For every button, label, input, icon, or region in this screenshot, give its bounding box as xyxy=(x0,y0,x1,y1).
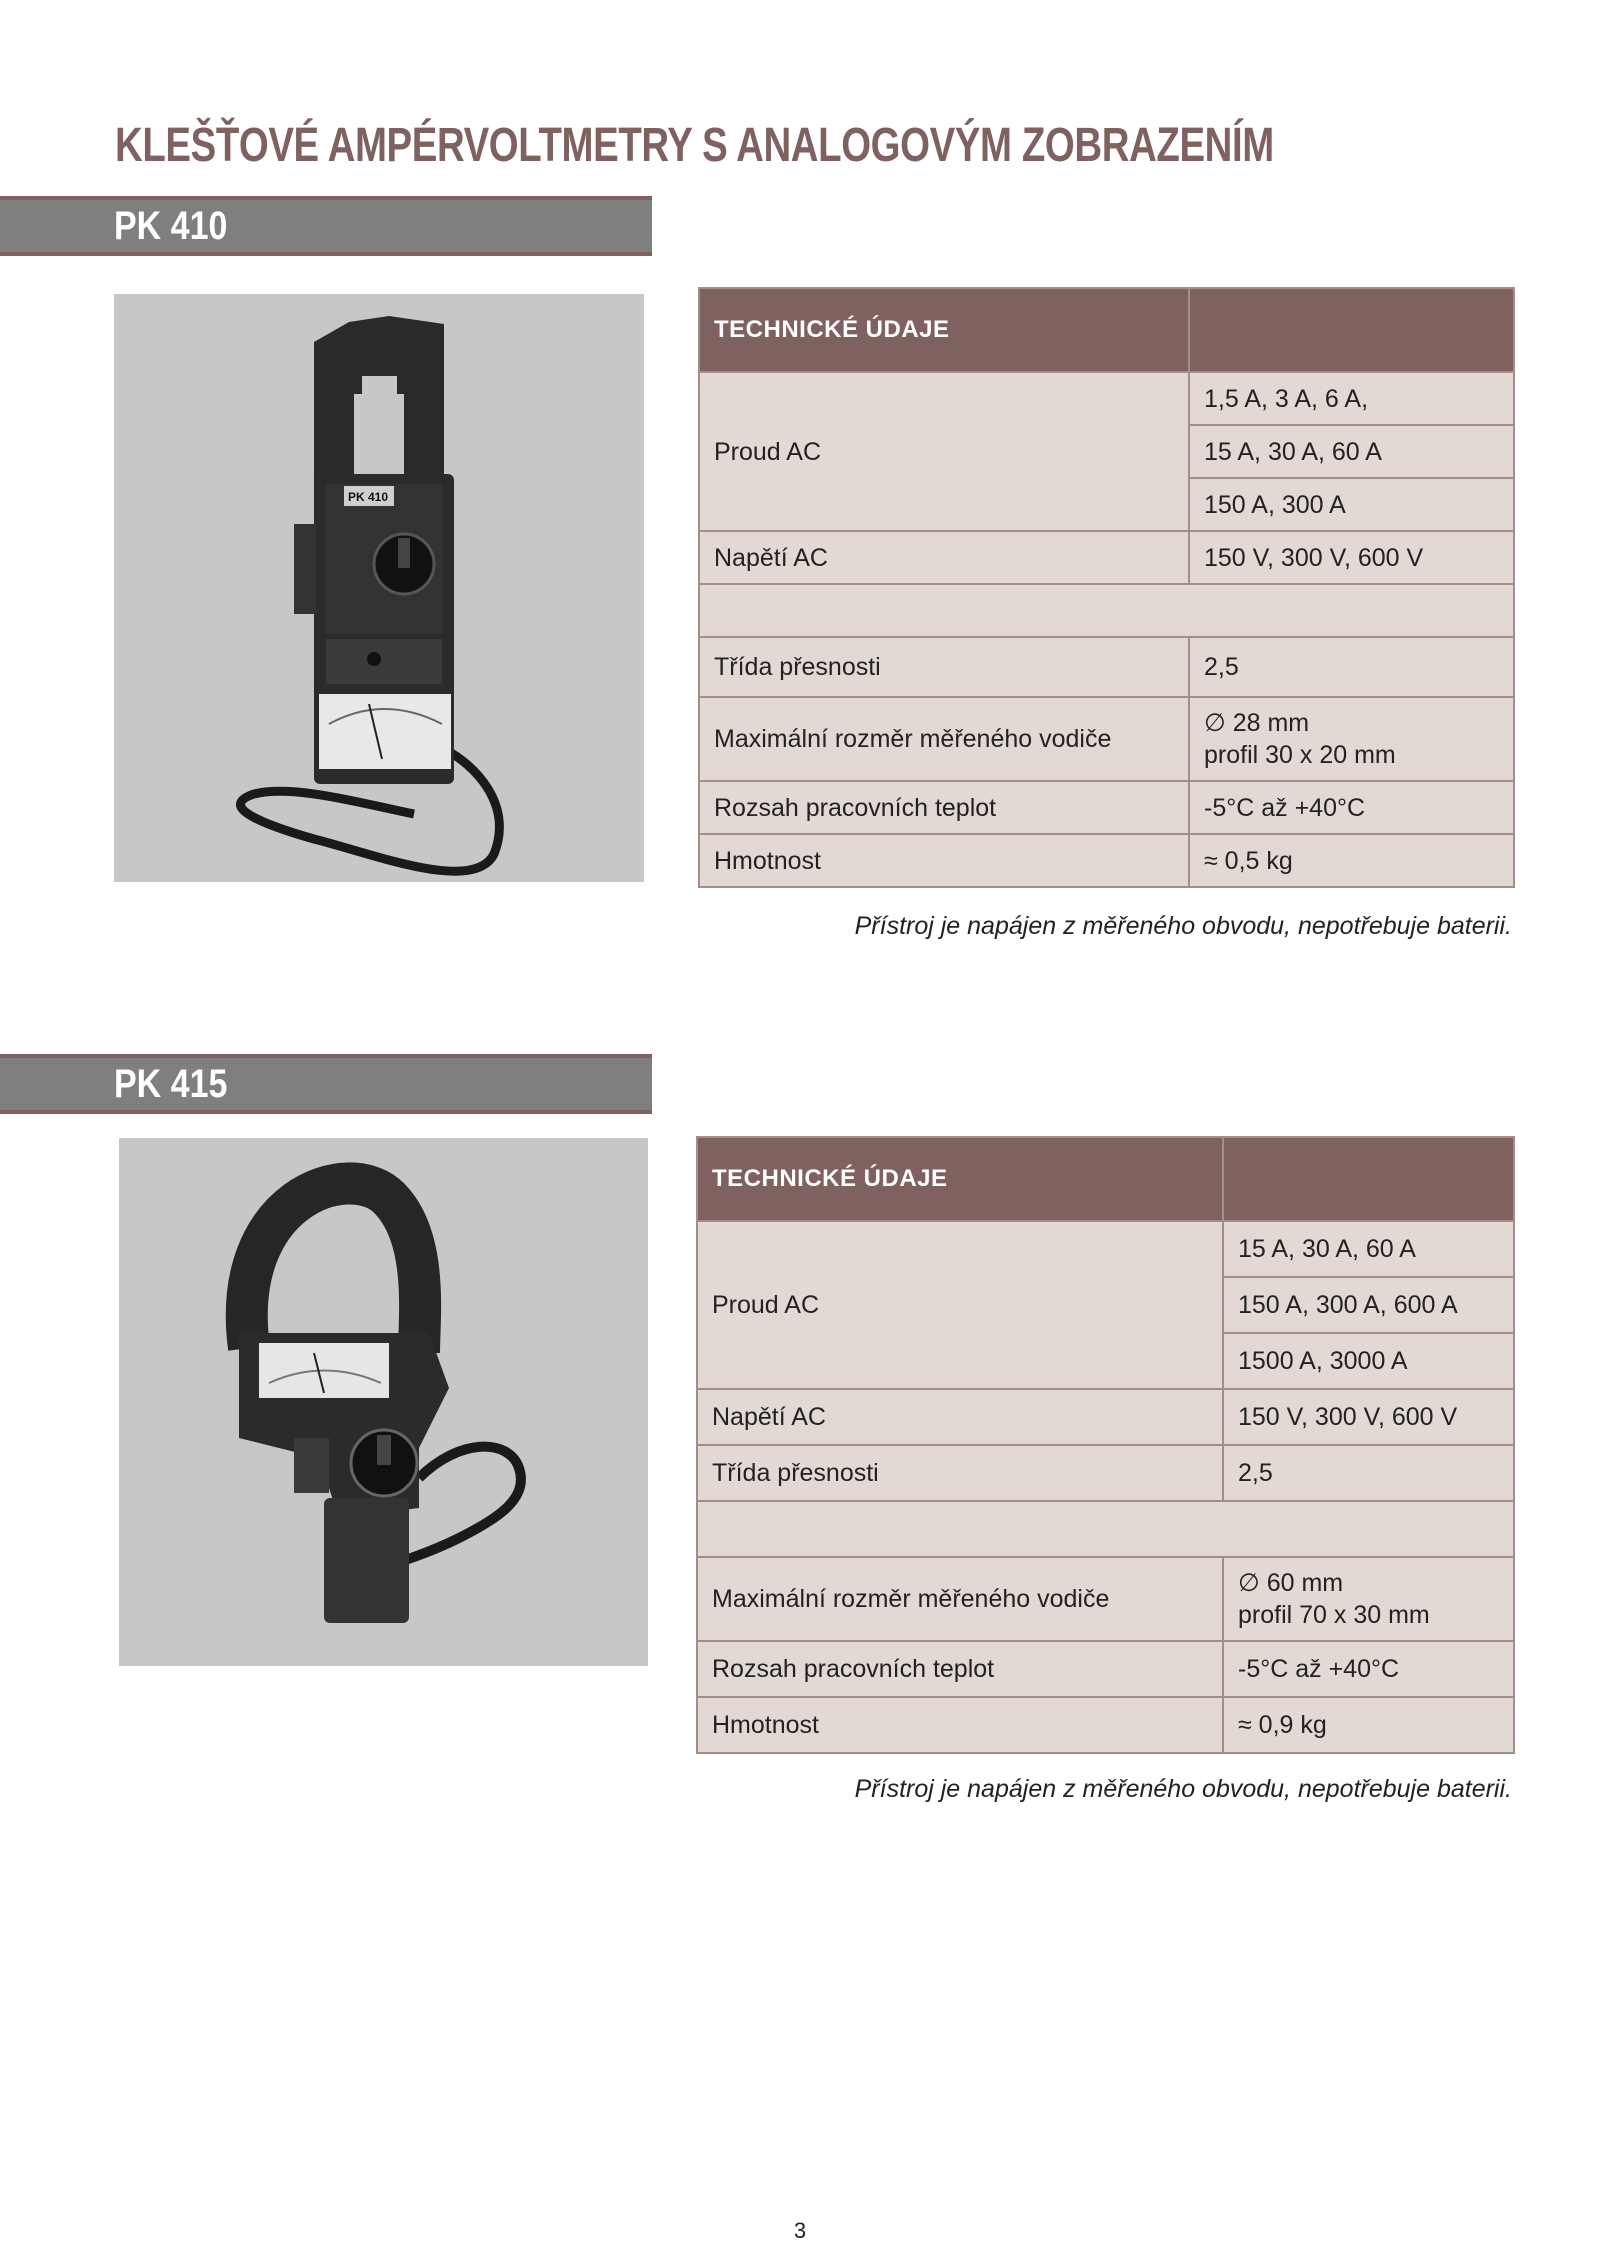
conductor-profile: profil 30 x 20 mm xyxy=(1204,741,1396,769)
conductor-diameter: ∅ 28 mm xyxy=(1204,709,1310,737)
product-photo-pk410 xyxy=(114,294,644,882)
conductor-value xyxy=(1223,1557,1514,1641)
conductor-value xyxy=(1189,697,1514,781)
device-label: PK 410 xyxy=(348,490,389,504)
current-value: 1500 A, 3000 A xyxy=(1223,1333,1514,1389)
accuracy-label: Třída přesnosti xyxy=(697,1445,1223,1501)
voltage-value: 150 V, 300 V, 600 V xyxy=(1189,531,1514,584)
weight-label: Hmotnost xyxy=(699,834,1189,887)
power-note: Přístroj je napájen z měřeného obvodu, nepotřebuje baterii. xyxy=(854,912,1512,940)
weight-label: Hmotnost xyxy=(697,1697,1223,1753)
table-header-empty xyxy=(1223,1137,1514,1221)
power-note: Přístroj je napájen z měřeného obvodu, nepotřebuje baterii. xyxy=(854,1775,1512,1803)
table-header: TECHNICKÉ ÚDAJE xyxy=(699,288,1189,372)
temperature-value: -5°C až +40°C xyxy=(1223,1641,1514,1697)
temperature-value: -5°C až +40°C xyxy=(1189,781,1514,834)
current-value: 15 A, 30 A, 60 A xyxy=(1189,425,1514,478)
spacer-row xyxy=(699,584,1514,637)
model-title: PK 415 xyxy=(114,1062,228,1106)
model-bar-pk415 xyxy=(0,1054,652,1114)
spec-table-pk410 xyxy=(698,287,1515,888)
current-value: 1,5 A, 3 A, 6 A, xyxy=(1189,372,1514,425)
page-number: 3 xyxy=(793,2218,807,2243)
accuracy-label: Třída přesnosti xyxy=(699,637,1189,697)
clamp-meter-image xyxy=(119,1138,648,1666)
product-photo-pk415 xyxy=(119,1138,648,1666)
current-value: 150 A, 300 A xyxy=(1189,478,1514,531)
accuracy-value: 2,5 xyxy=(1189,637,1514,697)
current-value: 15 A, 30 A, 60 A xyxy=(1223,1221,1514,1277)
conductor-profile: profil 70 x 30 mm xyxy=(1238,1601,1430,1629)
weight-value: ≈ 0,9 kg xyxy=(1223,1697,1514,1753)
temperature-label: Rozsah pracovních teplot xyxy=(699,781,1189,834)
voltage-label: Napětí AC xyxy=(697,1389,1223,1445)
spec-table-pk415 xyxy=(696,1136,1515,1754)
model-bar-pk410 xyxy=(0,196,652,256)
accuracy-value: 2,5 xyxy=(1223,1445,1514,1501)
conductor-label: Maximální rozměr měřeného vodiče xyxy=(699,697,1189,781)
voltage-value: 150 V, 300 V, 600 V xyxy=(1223,1389,1514,1445)
temperature-label: Rozsah pracovních teplot xyxy=(697,1641,1223,1697)
current-label: Proud AC xyxy=(699,372,1189,531)
weight-value: ≈ 0,5 kg xyxy=(1189,834,1514,887)
conductor-label: Maximální rozměr měřeného vodiče xyxy=(697,1557,1223,1641)
current-label: Proud AC xyxy=(697,1221,1223,1389)
clamp-meter-image xyxy=(114,294,644,882)
spacer-row xyxy=(697,1501,1514,1557)
current-value: 150 A, 300 A, 600 A xyxy=(1223,1277,1514,1333)
voltage-label: Napětí AC xyxy=(699,531,1189,584)
page-title: KLEŠŤOVÉ AMPÉRVOLTMETRY S ANALOGOVÝM ZOBRAZENÍM xyxy=(115,119,1274,172)
model-title: PK 410 xyxy=(114,204,228,248)
conductor-diameter: ∅ 60 mm xyxy=(1238,1569,1344,1597)
table-header-empty xyxy=(1189,288,1514,372)
table-header: TECHNICKÉ ÚDAJE xyxy=(697,1137,1223,1221)
